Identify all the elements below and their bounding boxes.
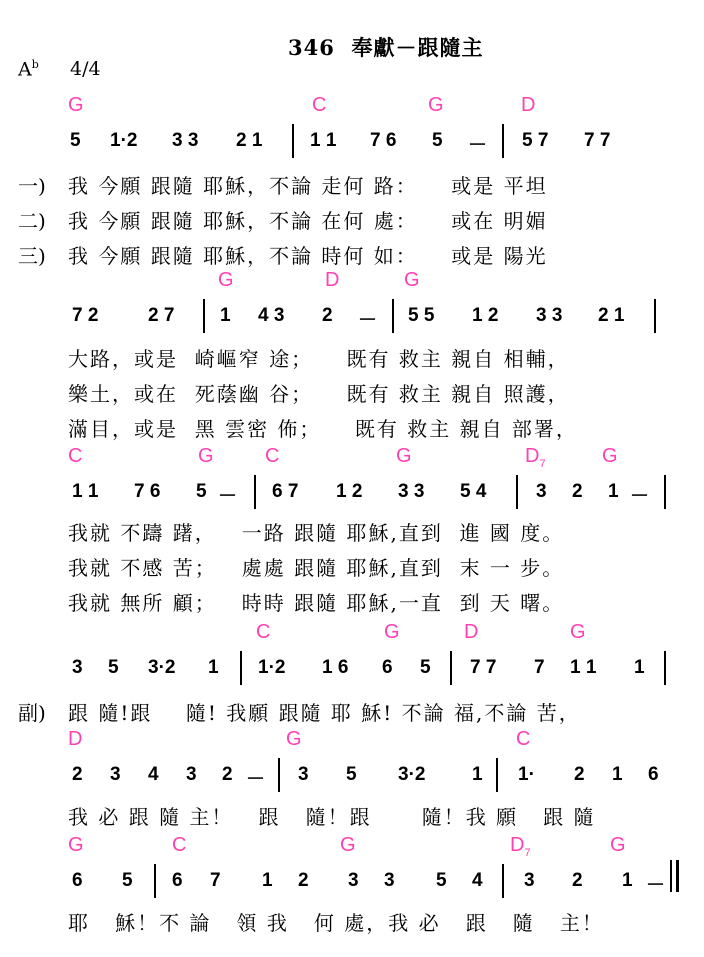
final-barline-thick	[676, 860, 679, 892]
note-group: 2	[572, 481, 583, 502]
note-group: 3	[348, 870, 359, 891]
note-group: 5	[70, 130, 81, 151]
chord-symbol: C	[265, 445, 280, 467]
barline	[278, 758, 280, 792]
lyric-line: 樂土，或在 死蔭幽 谷； 既有 救主 親自 照護，	[68, 382, 570, 406]
chord-symbol: G	[384, 621, 400, 643]
note-group: 1	[612, 764, 623, 785]
barline	[502, 124, 504, 158]
chord-symbol: G	[570, 621, 586, 643]
verse-label: 一)	[18, 174, 46, 198]
key-signature	[18, 58, 39, 80]
chord-symbol: G	[68, 834, 84, 856]
key-accidental: b	[31, 58, 39, 71]
lyric-line: 我就 無所 顧； 時時 跟隨 耶穌,一直 到 天 曙。	[68, 591, 565, 615]
note-group: 1 2	[472, 305, 499, 326]
note-group: 5	[432, 130, 443, 151]
note-group: 1	[622, 870, 633, 891]
chord-symbol: G	[396, 445, 412, 467]
chord-symbol: $D_7$	[510, 834, 531, 859]
note-group: 2	[322, 305, 333, 326]
note-group: 3 3	[536, 305, 563, 326]
note-group: 2	[222, 764, 233, 785]
note-group: 1	[208, 657, 219, 678]
chord-symbol: D	[325, 269, 340, 291]
barline	[664, 651, 666, 685]
barline	[496, 758, 498, 792]
barline	[664, 475, 666, 509]
chord-symbol: C	[312, 94, 327, 116]
key-letter: A	[18, 58, 32, 81]
note-group: 7 6	[370, 130, 397, 151]
note-group: －	[218, 486, 238, 507]
page-title: 346 奉獻－跟隨主	[288, 35, 484, 60]
chord-symbol: D	[521, 94, 536, 116]
note-group: 5	[196, 481, 207, 502]
note-group: 7	[534, 657, 545, 678]
barline	[450, 651, 452, 685]
verse-label: 二)	[18, 209, 46, 233]
note-group: 6 7	[272, 481, 299, 502]
note-group: 5 7	[522, 130, 549, 151]
barline	[654, 299, 656, 333]
note-group: 3	[110, 764, 121, 785]
note-group: －	[646, 875, 666, 896]
note-group: 6	[648, 764, 659, 785]
note-group: 3·2	[148, 657, 176, 678]
note-group: 1 2	[336, 481, 363, 502]
chord-symbol: G	[610, 834, 626, 856]
chord-symbol: G	[198, 445, 214, 467]
barline	[502, 864, 504, 898]
chord-extension: 7	[524, 847, 531, 859]
note-group: 2 1	[598, 305, 625, 326]
barline	[154, 864, 156, 898]
note-group: 7 2	[72, 305, 99, 326]
note-group: 1 1	[72, 481, 99, 502]
note-group: 2 7	[148, 305, 175, 326]
chord-symbol: G	[340, 834, 356, 856]
note-group: 3	[186, 764, 197, 785]
chord-symbol: C	[516, 728, 531, 750]
note-group: 3	[536, 481, 547, 502]
verse-label: 副)	[18, 701, 46, 725]
chord-symbol: G	[428, 94, 444, 116]
note-group: 2	[574, 764, 585, 785]
note-group: －	[246, 769, 266, 790]
note-group: 5	[420, 657, 431, 678]
chord-symbol: G	[286, 728, 302, 750]
barline	[516, 475, 518, 509]
chord-symbol: C	[68, 445, 83, 467]
chord-symbol: G	[602, 445, 618, 467]
chord-symbol: G	[218, 269, 234, 291]
note-group: 7 7	[584, 130, 611, 151]
note-group: 1 1	[310, 130, 337, 151]
note-group: 3	[298, 764, 309, 785]
note-group: 3	[72, 657, 83, 678]
note-group: －	[358, 310, 378, 331]
verse-label: 三)	[18, 244, 46, 268]
note-group: 6	[382, 657, 393, 678]
chord-symbol: $D_7$	[525, 445, 546, 470]
note-group: 5 4	[460, 481, 487, 502]
note-group: 2	[572, 870, 583, 891]
time-signature: 4/4	[70, 58, 101, 80]
note-group: 7	[210, 870, 221, 891]
note-group: －	[468, 135, 488, 156]
final-barline-thin	[670, 860, 672, 892]
barline	[203, 299, 205, 333]
note-group: 4 3	[258, 305, 285, 326]
note-group: －	[630, 486, 650, 507]
note-group: 1·2	[258, 657, 286, 678]
note-group: 1·2	[110, 130, 138, 151]
note-group: 7 6	[134, 481, 161, 502]
note-group: 3	[524, 870, 535, 891]
barline	[392, 299, 394, 333]
chord-symbol: C	[172, 834, 187, 856]
note-group: 2	[298, 870, 309, 891]
note-group: 3	[384, 870, 395, 891]
chord-symbol: D	[68, 728, 83, 750]
note-group: 4	[472, 870, 483, 891]
lyric-line: 跟 隨!跟 隨! 我願 跟隨 耶 穌! 不論 福,不論 苦，	[68, 701, 581, 725]
lyric-line: 大路，或是 崎嶇窄 途； 既有 救主 親自 相輔，	[68, 347, 570, 371]
note-group: 7 7	[470, 657, 497, 678]
note-group: 5	[122, 870, 133, 891]
note-group: 6	[72, 870, 83, 891]
note-group: 2	[72, 764, 83, 785]
note-group: 2 1	[236, 130, 263, 151]
note-group: 1 6	[322, 657, 349, 678]
lyric-line: 耶 穌！不 論 領 我 何 處，我 必 跟 隨 主！	[68, 911, 604, 935]
lyric-line: 我 今願 跟隨 耶穌，不論 在何 處： 或在 明媚	[68, 209, 548, 233]
note-group: 1	[608, 481, 619, 502]
note-group: 5	[346, 764, 357, 785]
note-group: 1·	[518, 764, 535, 785]
lyric-line: 滿目，或是 黑 雲密 佈； 既有 救主 親自 部署，	[68, 417, 578, 441]
barline	[292, 124, 294, 158]
note-group: 3 3	[172, 130, 199, 151]
note-group: 1	[634, 657, 645, 678]
note-group: 3·2	[398, 764, 426, 785]
chord-extension: 7	[539, 458, 546, 470]
note-group: 5	[436, 870, 447, 891]
note-group: 4	[148, 764, 159, 785]
note-group: 3 3	[398, 481, 425, 502]
note-group: 5 5	[408, 305, 435, 326]
lyric-line: 我 今願 跟隨 耶穌，不論 時何 如： 或是 陽光	[68, 244, 548, 268]
barline	[254, 475, 256, 509]
note-group: 1 1	[570, 657, 597, 678]
note-group: 5	[108, 657, 119, 678]
note-group: 1	[472, 764, 483, 785]
lyric-line: 我就 不躊 躇， 一路 跟隨 耶穌,直到 進 國 度。	[68, 521, 565, 545]
chord-symbol: G	[404, 269, 420, 291]
barline	[240, 651, 242, 685]
lyric-line: 我 今願 跟隨 耶穌，不論 走何 路： 或是 平坦	[68, 174, 548, 198]
note-group: 1	[262, 870, 273, 891]
lyric-line: 我 必 跟 隨 主！ 跟 隨！跟 隨！我 願 跟 隨	[68, 805, 596, 829]
chord-symbol: G	[68, 94, 84, 116]
note-group: 6	[172, 870, 183, 891]
lyric-line: 我就 不感 苦； 處處 跟隨 耶穌,直到 末 一 步。	[68, 556, 565, 580]
chord-symbol: D	[464, 621, 479, 643]
chord-symbol: C	[256, 621, 271, 643]
note-group: 1	[220, 305, 231, 326]
